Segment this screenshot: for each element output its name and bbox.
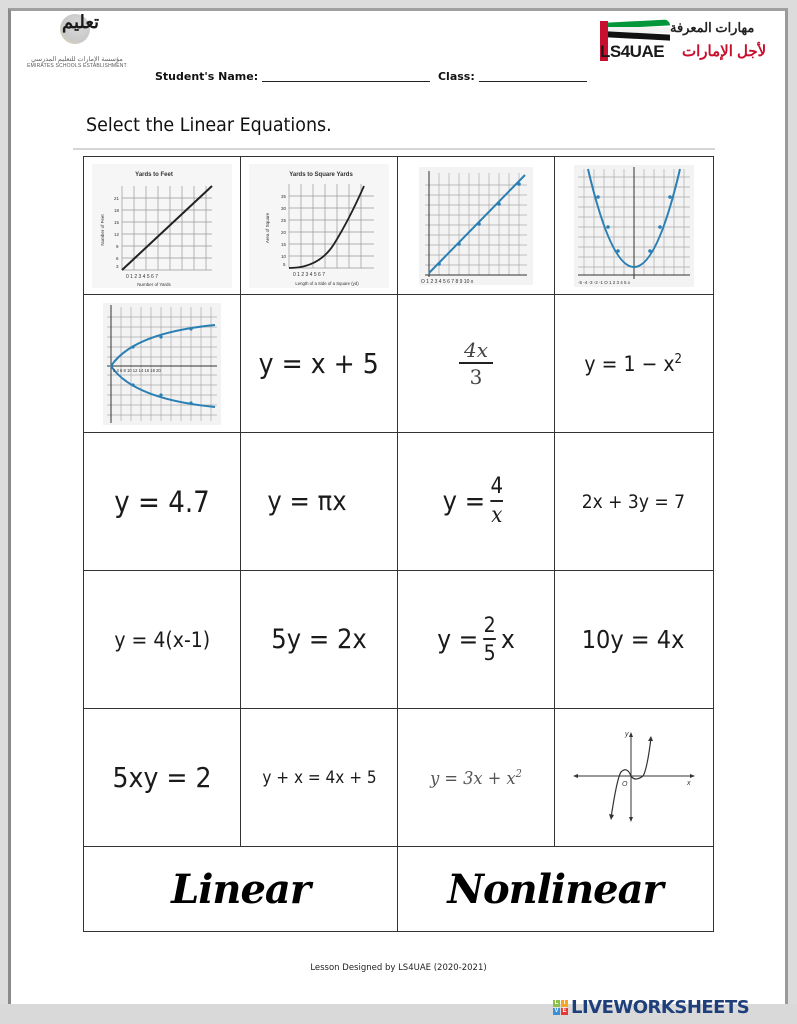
student-name-label: Student's Name: [155, 70, 259, 83]
card-parabola-graph[interactable] [555, 157, 712, 294]
sideways-parabola-graph-icon [103, 303, 221, 425]
svg-text:15: 15 [114, 219, 120, 225]
card-yards-to-feet-graph[interactable] [84, 157, 241, 294]
equation-text: 5xy = 2 [112, 761, 212, 794]
card-equation[interactable] [555, 295, 712, 432]
card-equation[interactable] [241, 295, 398, 432]
svg-text:2 4 6 8 10 12 14 16 18 20: 2 4 6 8 10 12 14 16 18 20 [113, 367, 161, 373]
svg-text:3: 3 [116, 263, 119, 269]
svg-text:12: 12 [114, 231, 120, 237]
equation-text: y = $\frac{4}{x}$ [443, 474, 504, 528]
liveworksheets-brand: LIVEWORKSHEETS [571, 996, 750, 1018]
cubic-graph-icon [569, 728, 699, 828]
liveworksheets-blocks-icon: L I V E [554, 999, 567, 1014]
ls4uae-logo [598, 16, 768, 64]
svg-text:0 1 2 3 4 5 6 7: 0 1 2 3 4 5 6 7 [293, 271, 325, 278]
equation-text: $y = 1 - x^2$ [584, 351, 683, 376]
card-equation[interactable] [84, 709, 241, 846]
class-label: Class: [437, 70, 475, 83]
svg-text:y: y [624, 730, 628, 738]
card-equation[interactable] [398, 709, 555, 846]
card-equation[interactable] [84, 571, 241, 708]
page-tab-strip [152, 980, 236, 1004]
svg-text:35: 35 [281, 193, 287, 199]
fraction [459, 340, 493, 387]
svg-text:Yards to Feet: Yards to Feet [135, 171, 173, 178]
card-equation[interactable] [84, 433, 241, 570]
liveworksheets-logo[interactable] [553, 996, 749, 1018]
grid-row-1 [84, 157, 713, 295]
card-yards-to-square-yards-graph[interactable] [241, 157, 398, 294]
sorting-grid [83, 156, 714, 932]
card-equation[interactable] [555, 433, 712, 570]
grid-row-3 [84, 433, 713, 571]
equation-text: $y = 3x + x^2$ [430, 766, 522, 789]
svg-text:Number of Feet: Number of Feet [100, 213, 105, 246]
card-equation[interactable] [241, 433, 398, 570]
svg-text:Number of Yards: Number of Yards [137, 281, 171, 287]
fraction-numerator: 4x [463, 338, 488, 362]
yards-to-feet-graph-icon [92, 164, 232, 288]
svg-text:Length of a Side of a Square (: Length of a Side of a Square (yd) [295, 280, 359, 286]
equation-text: y = $\frac{2}{5}$ x [437, 613, 515, 665]
grid-row-2 [84, 295, 713, 433]
svg-text:9: 9 [116, 243, 119, 249]
drop-zone-row [84, 847, 713, 931]
svg-text:6: 6 [116, 255, 119, 261]
card-sideways-parabola-graph[interactable] [84, 295, 241, 432]
drop-zone-linear[interactable] [84, 847, 398, 931]
logo-arabic-mark: تعليم [62, 12, 100, 33]
equation-text: y = 4.7 [114, 484, 210, 519]
emirates-schools-logo [16, 8, 136, 72]
fraction-denominator: 3 [469, 365, 483, 389]
svg-text:Area of Square: Area of Square [265, 212, 270, 243]
svg-text:-5 -4 -3 -2 -1 O 1 2 3 4: -5 -4 -3 -2 -1 O 1 2 3 4 5 x [577, 279, 630, 285]
svg-text:O: O [621, 780, 627, 788]
footer-credit: Lesson Designed by LS4UAE (2020-2021) [310, 963, 487, 973]
svg-text:5: 5 [283, 261, 286, 267]
worksheet-title: Select the Linear Equations. [86, 114, 332, 136]
svg-text:10: 10 [281, 253, 287, 259]
equation-text: 10y = 4x [582, 625, 685, 654]
equation-text: y + x = 4x + 5 [261, 767, 377, 788]
card-fraction-equation[interactable] [398, 571, 555, 708]
grid-row-4 [84, 571, 713, 709]
grid-row-5 [84, 709, 713, 847]
svg-text:0 1 2 3 4 5 6 7: 0 1 2 3 4 5 6 7 [126, 273, 158, 280]
card-cubic-graph[interactable] [555, 709, 712, 846]
class-field[interactable] [479, 70, 587, 82]
svg-text:20: 20 [281, 229, 287, 235]
equation-text: 2x + 3y = 7 [581, 490, 686, 513]
logo-arabic-name: مؤسسة الإمارات للتعليم المدرسي [31, 56, 123, 63]
equation-text: y = x + 5 [258, 347, 380, 380]
card-equation[interactable] [555, 571, 712, 708]
svg-text:25: 25 [281, 217, 287, 223]
line-graph-icon [419, 167, 533, 285]
student-name-field[interactable] [262, 70, 430, 82]
equation-text: y = 4(x-1) [114, 627, 210, 652]
card-line-graph[interactable] [398, 157, 555, 294]
title-divider [73, 148, 715, 150]
logo-latin: LS4UAE [600, 42, 665, 61]
yards-to-square-yards-graph-icon [249, 164, 389, 288]
logo-arabic-bottom: لأجل الإمارات [682, 43, 767, 60]
student-info-row [155, 70, 591, 83]
card-equation[interactable] [241, 571, 398, 708]
equation-text: 5y = 2x [271, 624, 367, 655]
logo-english-name: EMIRATES SCHOOLS ESTABLISHMENT [27, 63, 127, 69]
svg-text:x: x [686, 779, 690, 787]
card-fraction-equation[interactable] [398, 433, 555, 570]
parabola-graph-icon [574, 165, 694, 287]
svg-text:21: 21 [114, 195, 120, 201]
svg-text:O 1 2 3 4 5 6 7 8 9 10 x: O 1 2 3 4 5 6 7 8 9 10 x [421, 278, 474, 285]
svg-text:30: 30 [281, 205, 287, 211]
svg-text:Yards to Square Yards: Yards to Square Yards [289, 171, 353, 178]
card-expression[interactable] [398, 295, 555, 432]
card-equation[interactable] [241, 709, 398, 846]
logo-arabic-top: مهارات المعرفة [670, 20, 755, 35]
svg-text:18: 18 [114, 207, 120, 213]
drop-zone-nonlinear[interactable] [398, 847, 712, 931]
drop-zone-label: Nonlinear [447, 865, 663, 913]
equation-text: y = πx [267, 486, 347, 517]
drop-zone-label: Linear [171, 865, 310, 913]
svg-text:15: 15 [281, 241, 287, 247]
